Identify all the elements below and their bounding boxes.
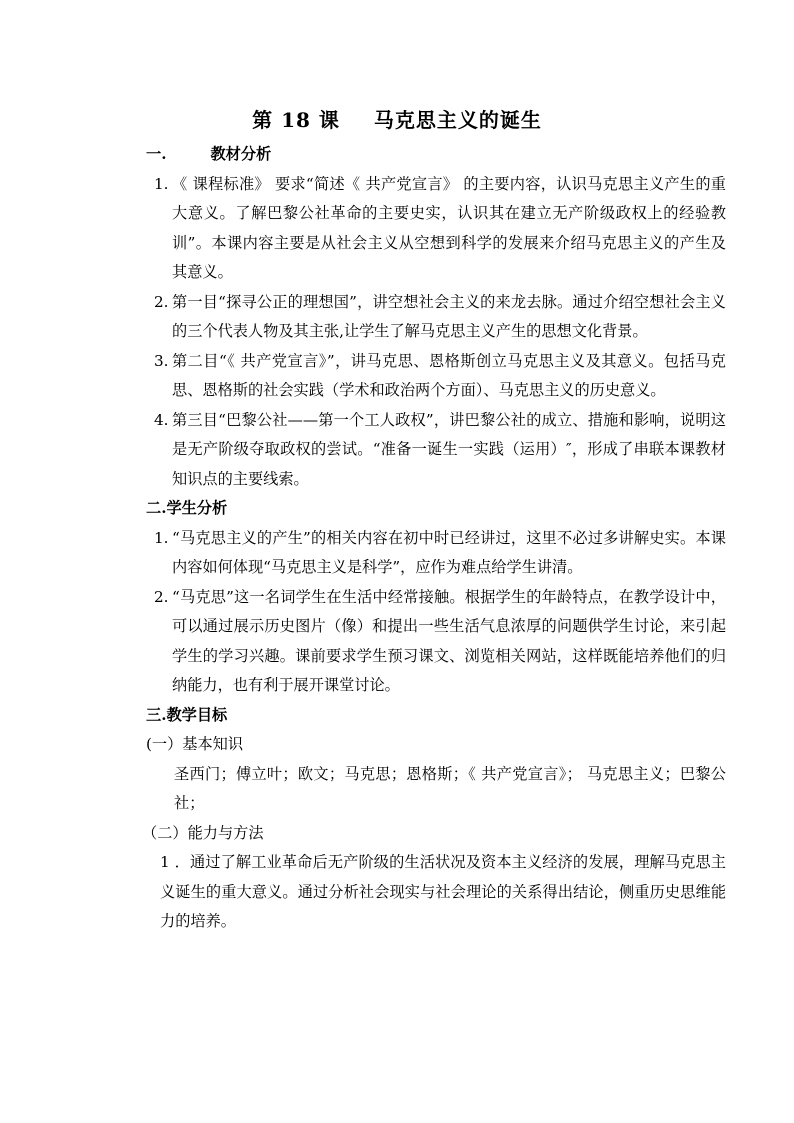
page-title bbox=[0, 104, 794, 133]
list-item: 4. 第三目“巴黎公社——第一个工人政权”，讲巴黎公社的成立、措施和影响，说明这是无产阶级夺取政权的尝试。“准备一诞生一实践（运用）″，形成了串联本课教材知识点的主要线索。 bbox=[154, 410, 726, 488]
list-item: 1. “马克思主义的产生”的相关内容在初中时已经讲过，这里不必过多讲解史实。本课内容如何体现“马克思主义是科学”，应作为难点给学生讲清。 bbox=[154, 528, 726, 576]
ability-method-text: 1 ．通过了解工业革命后无产阶级的生活状况及资本主义经济的发展，理解马克思主义诞生的重大意义。通过分析社会现实与社会理论的关系得出结论，侧重历史思维能力的培养。 bbox=[160, 853, 726, 930]
section-heading-teaching-objectives: 三.教学目标 bbox=[146, 705, 228, 724]
lesson-name: 马克思主义的诞生 bbox=[373, 108, 542, 132]
list-item: 3. 第二目“《 共产党宣言》”，讲马克思、恩格斯创立马克思主义及其意义。包括马克思、恩格斯的社会实践（学术和政治两个方面）、马克思主义的历史意义。 bbox=[154, 351, 726, 399]
list-item: 1. 《 课程标准》 要求“简述《 共产党宣言》 的主要内容，认识马克思主义产生的重大意义。了解巴黎公社革命的主要史实，认识其在建立无产阶级政权上的经验教训”。本课内容主要是从社会主义从空想到科学的发展来介绍马克思主义的产生及其意义。 bbox=[154, 174, 726, 281]
basic-knowledge-text: 圣西门；傅立叶；欧文；马克思；恩格斯；《 共产党宣言》； 马克思主义；巴黎公社； bbox=[174, 764, 726, 812]
section-heading-student-analysis: 二.学生分析 bbox=[146, 499, 228, 517]
list-item: 2. 第一目“探寻公正的理想国”，讲空想社会主义的来龙去脉。通过介绍空想社会主义的三个代表人物及其主张,让学生了解马克思主义产生的思想文化背景。 bbox=[154, 292, 726, 340]
subsection-heading-basic-knowledge: (一）基本知识 bbox=[146, 735, 244, 753]
section-heading-textbook-analysis: 一. 教材分析 bbox=[146, 145, 272, 163]
subsection-heading-ability-method: （二）能力与方法 bbox=[142, 823, 264, 842]
lesson-number: 第 18 课 bbox=[252, 108, 340, 132]
list-item: 2. “马克思”这一名词学生在生活中经常接触。根据学生的年龄特点，在教学设计中，可以通过展示历史图片（像）和提出一些生活气息浓厚的问题供学生讨论，来引起学生的学习兴趣。课前要求学生预习课文、浏览相关网站，这样既能培养他们的归纳能力，也有利于展开课堂讨论。 bbox=[154, 587, 726, 694]
document-body bbox=[142, 140, 726, 937]
